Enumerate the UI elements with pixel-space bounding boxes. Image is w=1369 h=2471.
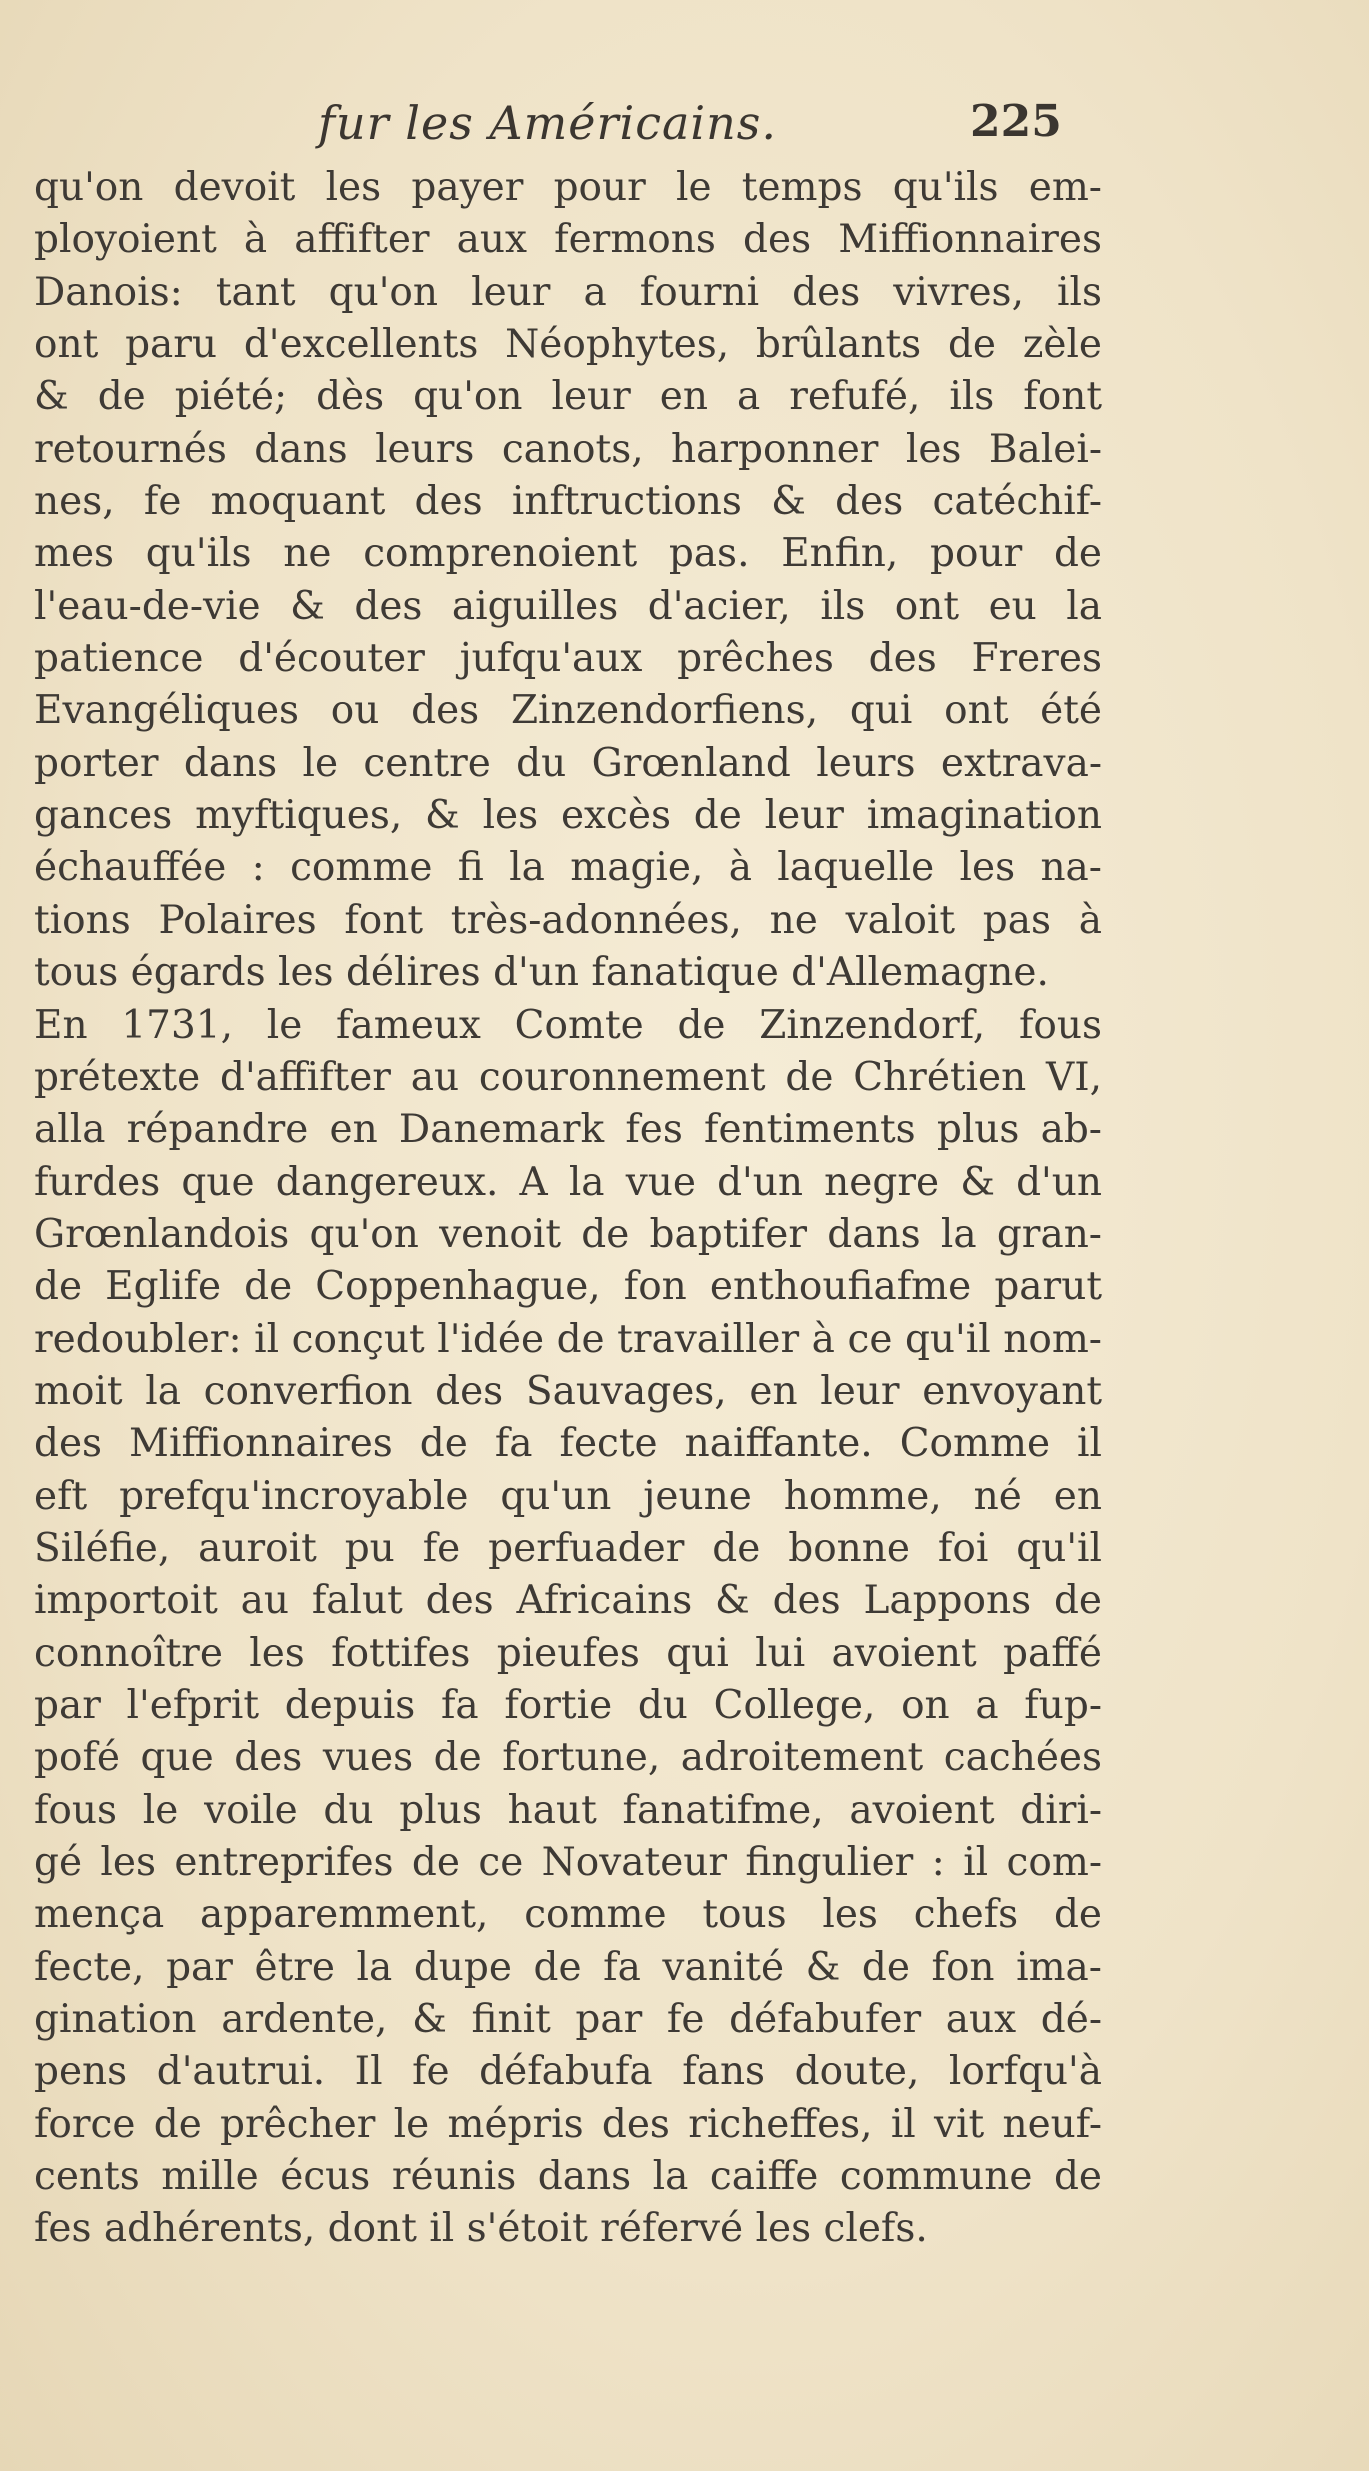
- text-line: connoître les fottifes pieufes qui lui avoient paffé: [34, 1630, 1102, 1676]
- text-line: échauffée : comme fi la magie, à laquelle les na-: [34, 845, 1102, 891]
- text-line: l'eau-de-vie & des aiguilles d'acier, ils ont eu la: [34, 583, 1102, 629]
- text-line: moit la converfion des Sauvages, en leur envoyant: [34, 1368, 1102, 1414]
- text-line: ployoient à affifter aux fermons des Miffionnaires: [34, 217, 1102, 263]
- text-line: gé les entreprifes de ce Novateur fingulier : il com-: [34, 1840, 1102, 1885]
- text-line: furdes que dangereux. A la vue d'un negre & d'un: [34, 1159, 1102, 1205]
- text-line: fecte, par être la dupe de fa vanité & de fon ima-: [34, 1944, 1102, 1990]
- text-line: tous égards les délires d'un fanatique d'Allemagne.: [34, 950, 1049, 996]
- running-title: fur les Américains.: [318, 96, 777, 150]
- text-line: des Miffionnaires de fa fecte naiffante. Comme il: [34, 1421, 1102, 1467]
- text-line: mença apparemment, comme tous les chefs de: [34, 1892, 1102, 1938]
- text-line: Danois: tant qu'on leur a fourni des vivres, ils: [34, 269, 1102, 315]
- text-line: mes qu'ils ne comprenoient pas. Enfin, pour de: [34, 531, 1102, 577]
- text-line: prétexte d'affifter au couronnement de Chrétien VI,: [34, 1054, 1102, 1100]
- body-text: [34, 162, 1102, 2256]
- text-line: de Eglife de Coppenhague, fon enthoufiafme parut: [34, 1264, 1102, 1310]
- text-line: Evangéliques ou des Zinzendorfiens, qui ont été: [34, 688, 1102, 734]
- text-line: importoit au falut des Africains & des Lappons de: [34, 1578, 1102, 1624]
- text-line: tions Polaires font très-adonnées, ne valoit pas à: [34, 897, 1102, 943]
- text-line: fous le voile du plus haut fanatifme, avoient diri-: [34, 1787, 1102, 1833]
- text-line: par l'efprit depuis fa fortie du College, on a fup-: [34, 1682, 1102, 1728]
- text-line: gination ardente, & finit par fe défabufer aux dé-: [34, 1997, 1102, 2043]
- text-line: cents mille écus réunis dans la caiffe commune de: [34, 2154, 1102, 2200]
- text-line: pens d'autrui. Il fe défabufa fans doute, lorfqu'à: [34, 2049, 1102, 2095]
- page-number: 225: [970, 96, 1062, 147]
- text-line: retournés dans leurs canots, harponner les Balei-: [34, 426, 1102, 472]
- text-line: patience d'écouter jufqu'aux prêches des Freres: [34, 636, 1102, 682]
- text-line: redoubler: il conçut l'idée de travailler à ce qu'il nom-: [34, 1316, 1102, 1362]
- text-line: alla répandre en Danemark fes fentiments plus ab-: [34, 1107, 1102, 1153]
- text-line: ont paru d'excellents Néophytes, brûlants de zèle: [34, 322, 1102, 368]
- text-line: gances myftiques, & les excès de leur imagination: [34, 793, 1102, 839]
- text-line: porter dans le centre du Grœnland leurs extrava-: [34, 740, 1102, 786]
- text-line: En 1731, le fameux Comte de Zinzendorf, fous: [34, 1002, 1102, 1048]
- text-line: nes, fe moquant des inftructions & des catéchif-: [34, 479, 1102, 525]
- page-header: [0, 96, 1369, 156]
- text-line: eft prefqu'incroyable qu'un jeune homme, né en: [34, 1473, 1102, 1519]
- text-line: force de prêcher le mépris des richeffes, il vit neuf-: [34, 2101, 1102, 2147]
- text-line: pofé que des vues de fortune, adroitement cachées: [34, 1735, 1102, 1781]
- text-line: fes adhérents, dont il s'étoit réfervé les clefs.: [34, 2206, 928, 2252]
- text-line: qu'on devoit les payer pour le temps qu'ils em-: [34, 165, 1102, 210]
- text-line: Grœnlandois qu'on venoit de baptifer dans la gran-: [34, 1211, 1102, 1257]
- text-line: Siléfie, auroit pu fe perfuader de bonne foi qu'il: [34, 1525, 1102, 1571]
- text-line: & de piété; dès qu'on leur en a refufé, ils font: [34, 374, 1102, 420]
